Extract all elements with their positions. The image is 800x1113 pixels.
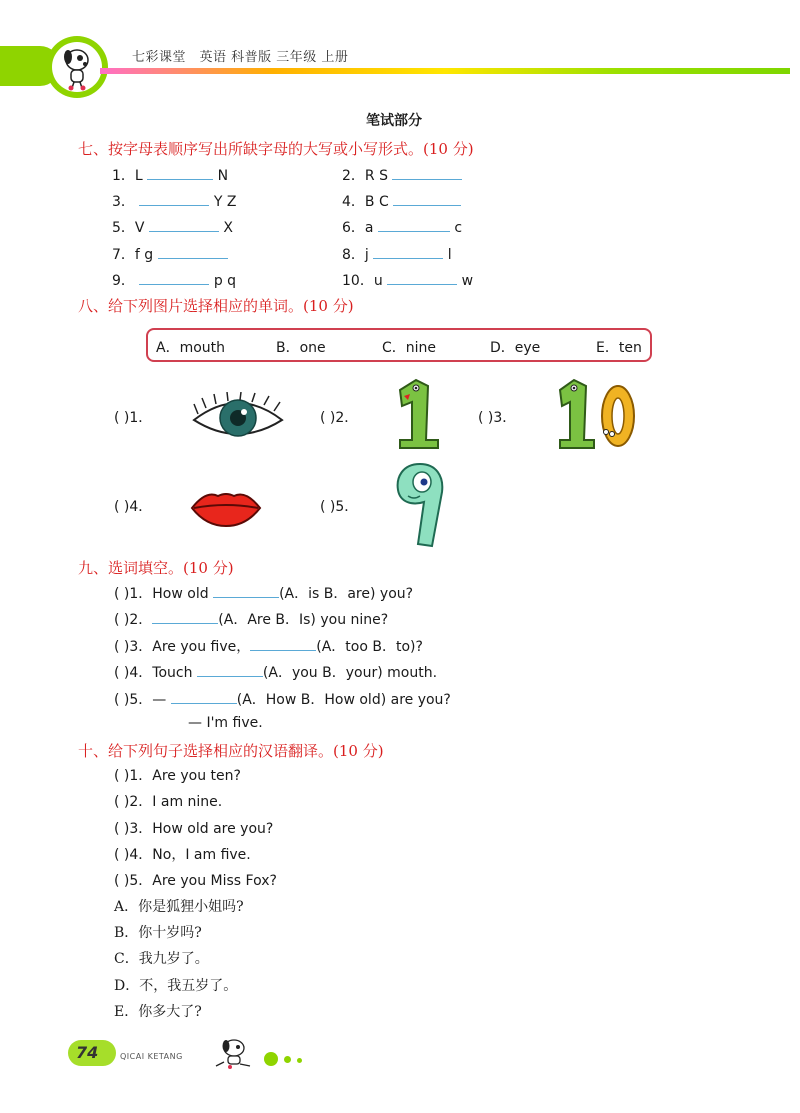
item-pre: V — [134, 220, 145, 236]
item-number: 1． — [112, 168, 135, 184]
s10-item-5[interactable]: ( )5．Are you Miss Fox? — [114, 873, 277, 889]
answer-blank[interactable] — [152, 609, 218, 624]
number-nine-picture-icon — [394, 462, 446, 548]
header-text: 七彩课堂 英语 科普版 三年级 上册 — [132, 50, 349, 65]
s7-item-9 — [112, 270, 236, 290]
answer-blank[interactable] — [171, 689, 237, 704]
item-post: (A．How B．How old) are you? — [236, 692, 451, 708]
item-pre: — — [152, 692, 167, 708]
section8-title: 八、给下列图片选择相应的单词。(10 分) — [78, 297, 354, 315]
answer-blank[interactable] — [197, 662, 263, 677]
item-post: (A．too B．to)? — [316, 639, 423, 655]
number-ten-picture-icon — [556, 378, 638, 450]
answer-blank[interactable] — [147, 165, 213, 180]
page-number: 74 — [76, 1043, 99, 1062]
answer-blank[interactable] — [139, 191, 209, 206]
eye-picture-icon — [190, 392, 286, 444]
item-post: c — [454, 220, 463, 236]
translation-c: C．我九岁了。 — [114, 951, 209, 967]
item-post: (A．Are B．Is) you nine? — [218, 612, 389, 628]
item-pre: R S — [364, 168, 388, 184]
item-post: Y Z — [213, 194, 237, 210]
mascot-badge — [52, 42, 102, 92]
answer-paren[interactable]: ( )4． — [114, 665, 153, 681]
answer-blank[interactable] — [250, 636, 316, 651]
translation-b: B．你十岁吗? — [114, 925, 202, 941]
option-c: C．nine — [382, 340, 437, 356]
s10-item-3[interactable]: ( )3．How old are you? — [114, 821, 274, 837]
s10-item-1[interactable]: ( )1．Are you ten? — [114, 768, 241, 784]
option-d: D．eye — [490, 340, 541, 356]
item-post: l — [447, 247, 452, 263]
dog-mascot-icon — [52, 42, 102, 92]
item-number: 10． — [342, 273, 374, 289]
item-pre: B C — [364, 194, 389, 210]
section9-title: 九、选词填空。(10 分) — [78, 559, 234, 577]
s9-item-4 — [114, 662, 437, 682]
item-pre: j — [364, 247, 369, 263]
header-rainbow-bar — [100, 68, 790, 74]
s9-item-3 — [114, 636, 423, 656]
s7-item-1 — [112, 165, 228, 185]
picture-label-5: ( )5． — [320, 499, 359, 515]
footer-dot-large — [264, 1052, 278, 1066]
picture-label-3: ( )3． — [478, 410, 517, 426]
item-post: N — [217, 168, 229, 184]
item-post: w — [461, 273, 474, 289]
item-pre: How old — [152, 586, 209, 602]
s9-extra: — I'm five. — [188, 715, 263, 731]
item-post: (A．is B．are) you? — [279, 586, 414, 602]
dog-mascot-footer-icon — [210, 1036, 254, 1070]
section7-title: 七、按字母表顺序写出所缺字母的大写或小写形式。(10 分) — [78, 140, 474, 158]
answer-paren[interactable]: ( )2． — [114, 612, 153, 628]
s7-item-2 — [342, 165, 462, 185]
item-post: p q — [213, 273, 237, 289]
answer-blank[interactable] — [393, 191, 461, 206]
s7-item-6 — [342, 217, 462, 237]
item-post: (A．you B．your) mouth. — [262, 665, 438, 681]
s7-item-10 — [342, 270, 473, 290]
option-b: B．one — [276, 340, 326, 356]
item-pre: L — [134, 168, 143, 184]
footer-brand: QICAI KETANG — [120, 1052, 183, 1061]
item-pre: u — [373, 273, 383, 289]
item-number: 4． — [342, 194, 365, 210]
item-number: 8． — [342, 247, 365, 263]
item-post: X — [223, 220, 233, 236]
part-title: 笔试部分 — [366, 113, 422, 129]
s7-item-7 — [112, 244, 228, 264]
translation-a: A．你是狐狸小姐吗? — [114, 899, 244, 915]
s10-item-4[interactable]: ( )4．No，I am five. — [114, 847, 251, 863]
answer-blank[interactable] — [139, 270, 209, 285]
number-one-picture-icon — [394, 378, 442, 450]
picture-label-1: ( )1． — [114, 410, 153, 426]
answer-blank[interactable] — [373, 244, 443, 259]
s7-item-8 — [342, 244, 452, 264]
picture-label-2: ( )2． — [320, 410, 359, 426]
item-pre: Touch — [152, 665, 193, 681]
item-pre: a — [364, 220, 374, 236]
answer-blank[interactable] — [387, 270, 457, 285]
s10-item-2[interactable]: ( )2．I am nine. — [114, 794, 223, 810]
footer-dot-medium — [284, 1056, 291, 1063]
translation-e: E．你多大了? — [114, 1004, 202, 1020]
s9-item-5 — [114, 689, 451, 709]
s7-item-3 — [112, 191, 236, 211]
item-number: 2． — [342, 168, 365, 184]
s9-item-2 — [114, 609, 388, 629]
answer-blank[interactable] — [149, 217, 219, 232]
option-e: E．ten — [596, 340, 642, 356]
option-a: A．mouth — [156, 340, 226, 356]
item-number: 5． — [112, 220, 135, 236]
answer-blank[interactable] — [158, 244, 228, 259]
item-number: 9． — [112, 273, 135, 289]
picture-label-4: ( )4． — [114, 499, 153, 515]
item-number: 7． — [112, 247, 135, 263]
item-number: 3． — [112, 194, 135, 210]
section10-title: 十、给下列句子选择相应的汉语翻译。(10 分) — [78, 742, 384, 760]
answer-blank[interactable] — [213, 583, 279, 598]
s7-item-5 — [112, 217, 233, 237]
footer-dot-small — [297, 1058, 302, 1063]
s7-item-4 — [342, 191, 461, 211]
answer-blank[interactable] — [378, 217, 450, 232]
item-pre: f g — [134, 247, 154, 263]
translation-d: D．不，我五岁了。 — [114, 978, 238, 994]
mouth-picture-icon — [188, 488, 264, 528]
s9-item-1 — [114, 583, 413, 603]
answer-paren[interactable]: ( )5． — [114, 692, 153, 708]
answer-paren[interactable]: ( )1． — [114, 586, 153, 602]
item-number: 6． — [342, 220, 365, 236]
answer-blank[interactable] — [392, 165, 462, 180]
item-pre: Are you five， — [152, 639, 251, 655]
answer-paren[interactable]: ( )3． — [114, 639, 153, 655]
